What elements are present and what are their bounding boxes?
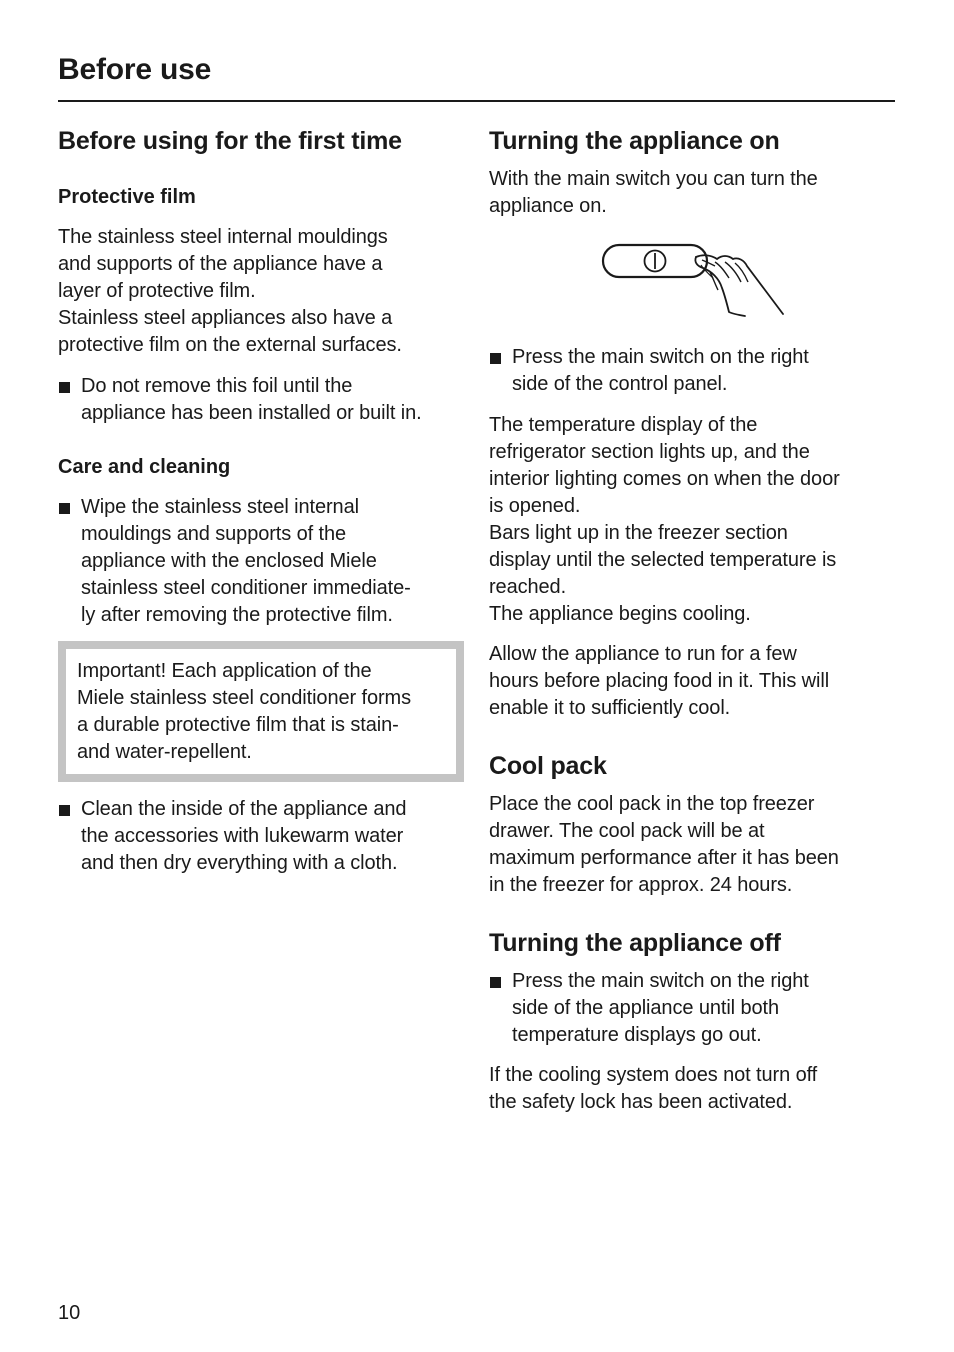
text-line: the safety lock has been activated. bbox=[489, 1091, 793, 1113]
text-line: temperature displays go out. bbox=[512, 1024, 762, 1046]
text-line: side of the control panel. bbox=[512, 373, 728, 395]
bullet-press-switch-off bbox=[489, 968, 894, 1049]
text-line: Important! Each application of the bbox=[77, 660, 372, 682]
text-line: Miele stainless steel conditioner forms bbox=[77, 687, 412, 709]
protective-film-paragraph bbox=[58, 224, 468, 359]
text-line: The stainless steel internal mouldings bbox=[58, 226, 388, 248]
bullet-clean-inside bbox=[58, 796, 468, 877]
text-line: is opened. bbox=[489, 495, 581, 517]
text-line: ly after removing the protective film. bbox=[81, 604, 393, 626]
section-heading-turning-off: Turning the appliance off bbox=[489, 929, 781, 957]
bullet-square-icon bbox=[490, 353, 501, 364]
subheading-care-cleaning: Care and cleaning bbox=[58, 456, 231, 478]
text-line: in the freezer for approx. 24 hours. bbox=[489, 874, 793, 896]
text-line: reached. bbox=[489, 576, 567, 598]
text-line: and then dry everything with a cloth. bbox=[81, 852, 398, 874]
text-line: a durable protective film that is stain- bbox=[77, 714, 399, 736]
bullet-foil bbox=[58, 373, 468, 427]
text-line: enable it to sufficiently cool. bbox=[489, 697, 731, 719]
text-line: side of the appliance until both bbox=[512, 997, 779, 1019]
text-line: Bars light up in the freezer section bbox=[489, 522, 788, 544]
text-line: If the cooling system does not turn off bbox=[489, 1064, 818, 1086]
text-line: layer of protective film. bbox=[58, 280, 256, 302]
text-line: Stainless steel appliances also have a bbox=[58, 307, 393, 329]
text-line: Press the main switch on the right bbox=[512, 970, 809, 992]
text-line: appliance with the enclosed Miele bbox=[81, 550, 377, 572]
text-line: and supports of the appliance have a bbox=[58, 253, 383, 275]
text-line: protective film on the external surfaces. bbox=[58, 334, 402, 356]
text-line: maximum performance after it has been bbox=[489, 847, 839, 869]
text-line: drawer. The cool pack will be at bbox=[489, 820, 765, 842]
text-line: Place the cool pack in the top freezer bbox=[489, 793, 815, 815]
text-line: The appliance begins cooling. bbox=[489, 603, 751, 625]
bullet-square-icon bbox=[490, 977, 501, 988]
text-line: The temperature display of the bbox=[489, 414, 758, 436]
text-line: Wipe the stainless steel internal bbox=[81, 496, 359, 518]
section-heading-turning-on: Turning the appliance on bbox=[489, 127, 780, 155]
turning-on-paragraph-2 bbox=[489, 641, 894, 722]
text-line: hours before placing food in it. This will bbox=[489, 670, 830, 692]
cool-pack-paragraph bbox=[489, 791, 894, 899]
text-line: Do not remove this foil until the bbox=[81, 375, 353, 397]
turning-on-paragraph-1 bbox=[489, 412, 894, 628]
power-switch-press-icon bbox=[489, 238, 894, 324]
left-column bbox=[58, 124, 468, 877]
bullet-square-icon bbox=[59, 503, 70, 514]
turning-on-intro bbox=[489, 166, 894, 220]
bullet-square-icon bbox=[59, 805, 70, 816]
subheading-protective-film: Protective film bbox=[58, 186, 196, 208]
page-title: Before use bbox=[58, 53, 212, 86]
text-line: interior lighting comes on when the door bbox=[489, 468, 840, 490]
text-line: Clean the inside of the appliance and bbox=[81, 798, 407, 820]
bullet-square-icon bbox=[59, 382, 70, 393]
text-line: refrigerator section lights up, and the bbox=[489, 441, 810, 463]
important-note-text bbox=[77, 658, 444, 766]
section-heading-cool-pack: Cool pack bbox=[489, 752, 607, 780]
bullet-press-switch-on bbox=[489, 344, 894, 398]
text-line: mouldings and supports of the bbox=[81, 523, 347, 545]
text-line: appliance has been installed or built in. bbox=[81, 402, 422, 424]
text-line: stainless steel conditioner immediate- bbox=[81, 577, 411, 599]
text-line: and water-repellent. bbox=[77, 741, 252, 763]
section-heading-first-use: Before using for the first time bbox=[58, 127, 402, 155]
title-divider bbox=[58, 100, 895, 102]
text-line: With the main switch you can turn the bbox=[489, 168, 818, 190]
page-number: 10 bbox=[58, 1302, 81, 1324]
bullet-wipe bbox=[58, 494, 468, 629]
text-line: appliance on. bbox=[489, 195, 607, 217]
text-line: display until the selected temperature is bbox=[489, 549, 837, 571]
right-column bbox=[489, 124, 894, 1116]
text-line: Press the main switch on the right bbox=[512, 346, 809, 368]
text-line: Allow the appliance to run for a few bbox=[489, 643, 797, 665]
important-note-box bbox=[58, 641, 464, 782]
text-line: the accessories with lukewarm water bbox=[81, 825, 404, 847]
turning-off-paragraph bbox=[489, 1062, 894, 1116]
